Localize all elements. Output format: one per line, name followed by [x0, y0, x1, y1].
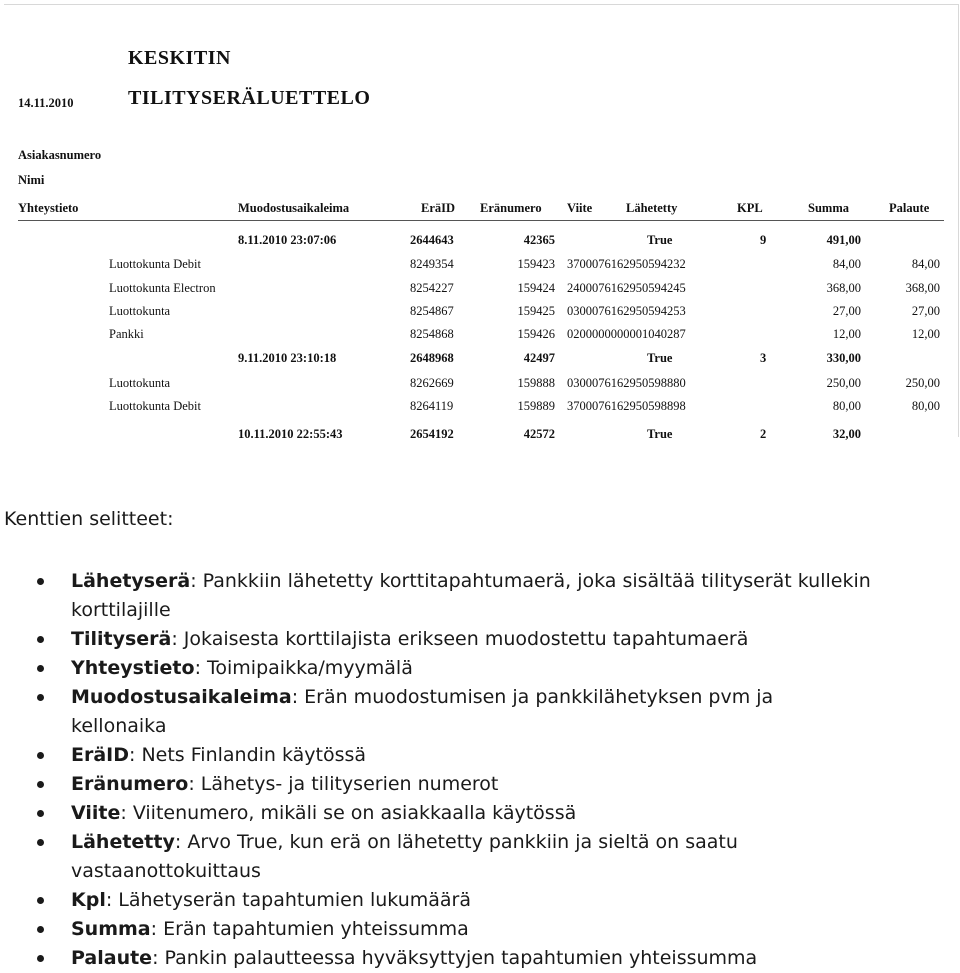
legend-description: : Erän muodostumisen ja pankkilähetyksen pvm ja kellonaika — [71, 686, 774, 737]
cell-contact: Luottokunta Debit — [109, 399, 201, 413]
batch-row — [4, 423, 958, 445]
bullet-icon — [37, 752, 44, 759]
cell-batch-id: 8262669 — [410, 376, 454, 390]
cell-batch-number: 42365 — [523, 233, 555, 247]
legend-item — [4, 799, 871, 828]
cell-contact: Luottokunta — [109, 376, 171, 390]
settlement-row — [4, 372, 958, 394]
cell-contact: Luottokunta Debit — [109, 257, 201, 271]
cell-reference: 3700076162950594232 — [567, 257, 686, 271]
cell-reference: 2400076162950594245 — [567, 281, 686, 295]
header-divider — [18, 220, 944, 221]
cell-sum: 368,00 — [826, 281, 861, 295]
legend-title: Kenttien selitteet: — [4, 508, 174, 530]
legend-term: Viite — [71, 802, 121, 824]
bullet-icon — [37, 955, 44, 962]
customer-number-label: Asiakasnumero — [18, 148, 102, 162]
bullet-icon — [37, 578, 44, 585]
cell-reference: 0200000000001040287 — [567, 327, 686, 341]
cell-sum: 80,00 — [832, 399, 861, 413]
cell-batch-id: 8249354 — [410, 257, 454, 271]
cell-batch-number: 159424 — [517, 281, 555, 295]
bullet-icon — [37, 897, 44, 904]
settlement-row — [4, 395, 958, 417]
cell-batch-number: 159426 — [517, 327, 555, 341]
field-legend — [4, 508, 944, 973]
cell-feedback: 250,00 — [905, 376, 940, 390]
cell-batch-number: 42572 — [523, 427, 555, 441]
legend-term: Palaute — [71, 947, 153, 969]
cell-count: 9 — [760, 233, 767, 247]
col-header-reference: Viite — [567, 201, 593, 215]
batch-row — [4, 229, 958, 251]
legend-item — [4, 625, 871, 654]
legend-term: Yhteystieto — [71, 657, 195, 679]
col-header-batch-id: EräID — [421, 201, 456, 215]
legend-item — [4, 944, 871, 973]
legend-list — [4, 567, 944, 973]
cell-count: 3 — [760, 351, 767, 365]
legend-item — [4, 683, 871, 741]
legend-item — [4, 741, 871, 770]
legend-term: Tilityserä — [71, 628, 172, 650]
cell-batch-id: 8264119 — [410, 399, 454, 413]
report-title-keskitin: KESKITIN — [128, 47, 231, 69]
settlement-row — [4, 323, 958, 345]
col-header-sent: Lähetetty — [626, 201, 678, 215]
legend-term: Summa — [71, 918, 151, 940]
legend-term: Muodostusaikaleima — [71, 686, 292, 708]
report-date: 14.11.2010 — [18, 96, 74, 110]
name-label: Nimi — [18, 173, 45, 187]
legend-description: : Pankkiin lähetetty korttitapahtumaerä, joka sisältää tilityserät kullekin korttilajille — [71, 570, 871, 621]
bullet-icon — [37, 839, 44, 846]
cell-batch-id: 2644643 — [410, 233, 454, 247]
cell-sent: True — [647, 351, 673, 365]
legend-term: EräID — [71, 744, 130, 766]
cell-batch-id: 2648968 — [410, 351, 454, 365]
legend-description: : Erän tapahtumien yhteissumma — [150, 918, 469, 940]
cell-reference: 3700076162950598898 — [567, 399, 686, 413]
legend-term: Eränumero — [71, 773, 189, 795]
cell-count: 2 — [760, 427, 767, 441]
legend-term: Lähetetty — [71, 831, 175, 853]
cell-feedback: 27,00 — [911, 304, 940, 318]
cell-sent: True — [647, 233, 673, 247]
cell-batch-id: 2654192 — [410, 427, 454, 441]
cell-timestamp: 10.11.2010 22:55:43 — [238, 427, 343, 441]
bullet-icon — [37, 810, 44, 817]
col-header-feedback: Palaute — [889, 201, 930, 215]
cell-batch-number: 159423 — [517, 257, 555, 271]
col-header-timestamp: Muodostusaikaleima — [238, 201, 350, 215]
cell-contact: Luottokunta Electron — [109, 281, 216, 295]
legend-term: Lähetyserä — [71, 570, 191, 592]
col-header-contact: Yhteystieto — [18, 201, 79, 215]
cell-feedback: 84,00 — [911, 257, 940, 271]
cell-timestamp: 9.11.2010 23:10:18 — [238, 351, 337, 365]
col-header-count: KPL — [737, 201, 763, 215]
legend-item — [4, 654, 871, 683]
cell-sent: True — [647, 427, 673, 441]
legend-description: : Nets Finlandin käytössä — [129, 744, 367, 766]
cell-sum: 32,00 — [832, 427, 861, 441]
bullet-icon — [37, 926, 44, 933]
bullet-icon — [37, 694, 44, 701]
legend-item — [4, 886, 871, 915]
legend-description: : Arvo True, kun erä on lähetetty pankkiin ja sieltä on saatu vastaanottokuittaus — [71, 831, 738, 882]
col-header-batch-number: Eränumero — [480, 201, 542, 215]
cell-batch-number: 42497 — [523, 351, 555, 365]
cell-sum: 250,00 — [826, 376, 861, 390]
legend-item — [4, 567, 871, 625]
cell-batch-id: 8254867 — [410, 304, 454, 318]
legend-item — [4, 915, 871, 944]
settlement-row — [4, 300, 958, 322]
settlement-row — [4, 253, 958, 275]
cell-timestamp: 8.11.2010 23:07:06 — [238, 233, 337, 247]
cell-reference: 0300076162950594253 — [567, 304, 686, 318]
bullet-icon — [37, 781, 44, 788]
cell-batch-number: 159889 — [517, 399, 555, 413]
legend-item — [4, 828, 871, 886]
cell-contact: Luottokunta — [109, 304, 171, 318]
cell-feedback: 368,00 — [905, 281, 940, 295]
cell-sum: 12,00 — [832, 327, 861, 341]
legend-description: : Jokaisesta korttilajista erikseen muodostettu tapahtumaerä — [171, 628, 749, 650]
cell-batch-number: 159888 — [517, 376, 555, 390]
report-title-list: TILITYSERÄLUETTELO — [128, 87, 371, 109]
legend-description: : Lähetys- ja tilityserien numerot — [188, 773, 499, 795]
legend-description: : Viitenumero, mikäli se on asiakkaalla käytössä — [120, 802, 577, 824]
cell-sum: 27,00 — [832, 304, 861, 318]
legend-description: : Lähetyserän tapahtumien lukumäärä — [105, 889, 471, 911]
legend-description: : Pankin palautteessa hyväksyttyjen tapahtumien yhteissumma — [152, 947, 758, 969]
bullet-icon — [37, 636, 44, 643]
legend-description: : Toimipaikka/myymälä — [194, 657, 413, 679]
cell-feedback: 12,00 — [911, 327, 940, 341]
cell-batch-id: 8254227 — [410, 281, 454, 295]
legend-item — [4, 770, 871, 799]
cell-batch-id: 8254868 — [410, 327, 454, 341]
cell-feedback: 80,00 — [911, 399, 940, 413]
settlement-row — [4, 277, 958, 299]
col-header-sum: Summa — [808, 201, 849, 215]
bullet-icon — [37, 665, 44, 672]
legend-term: Kpl — [71, 889, 106, 911]
cell-reference: 0300076162950598880 — [567, 376, 686, 390]
batch-row — [4, 347, 958, 369]
cell-contact: Pankki — [109, 327, 144, 341]
cell-sum: 491,00 — [826, 233, 861, 247]
cell-sum: 330,00 — [826, 351, 861, 365]
settlement-report-image — [4, 4, 959, 441]
cell-sum: 84,00 — [832, 257, 861, 271]
cell-batch-number: 159425 — [517, 304, 555, 318]
